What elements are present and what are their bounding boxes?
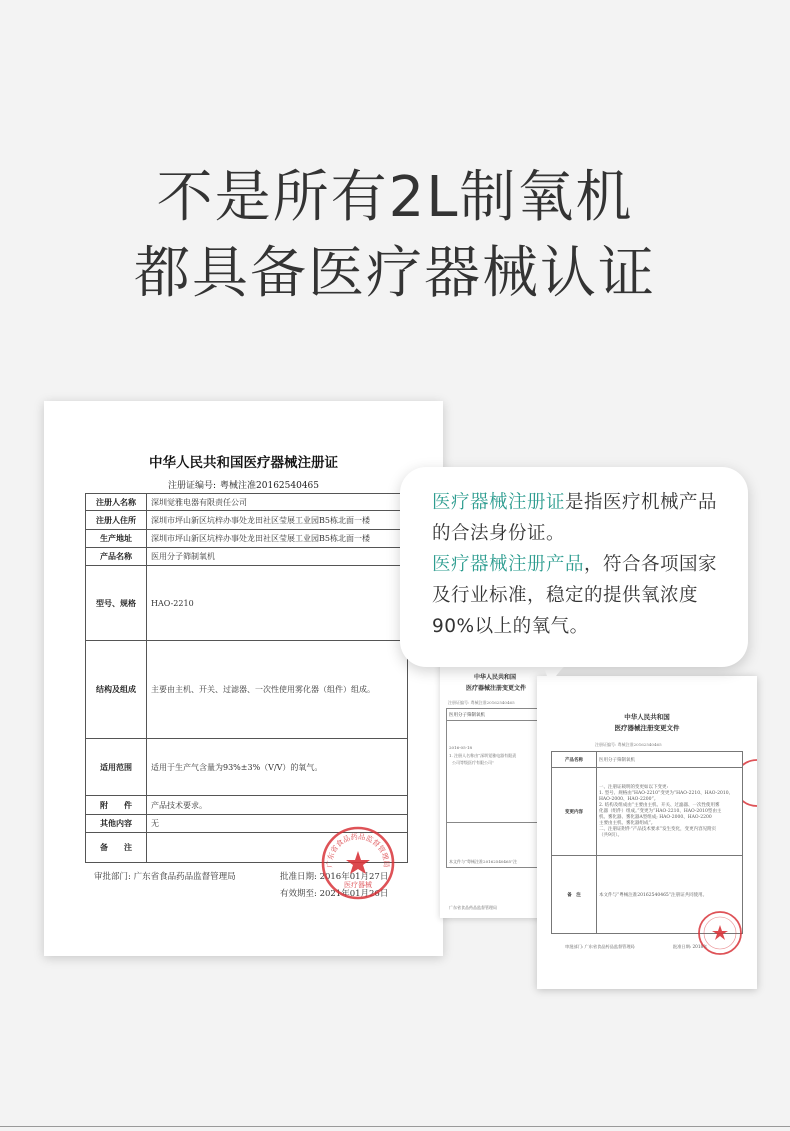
table-row — [86, 511, 408, 530]
change-line: 一、注册证载明的变更如以下变更: — [599, 784, 669, 790]
certificate-number-value: 粤械注准20162540465 — [220, 481, 320, 491]
row-value: 主要由主机、开关、过滤器、一次性使用雾化器（组件）组成。 — [147, 641, 408, 739]
valid-until-date: 有效期至: 2021年01月26日 — [280, 889, 389, 899]
change-line: 机、雾化器、雾化器A型组成; HAO-2000、HAO-2200 — [599, 814, 712, 820]
callout-paragraph-2 — [432, 549, 732, 642]
change-doc-2-table — [551, 751, 743, 934]
change-doc-2-title-1: 中华人民共和国 — [624, 713, 670, 721]
table-row — [86, 530, 408, 548]
row-label: 结构及组成 — [86, 641, 147, 739]
headline-line-1: 不是所有2L制氧机 — [156, 165, 634, 230]
row-value: 医用分子筛制氧机 — [147, 548, 408, 566]
table-row — [86, 641, 408, 739]
change-doc-2-reg-line: 注册证编号: 粤械注准20162540465 — [595, 742, 662, 747]
table-row — [552, 768, 743, 856]
change-doc-1-product: 医用分子筛制氧机 — [449, 713, 485, 718]
row-label: 型号、规格 — [86, 566, 147, 641]
certificate-number-label: 注册证编号: — [167, 481, 217, 491]
change-doc-1-note-1: 1. 注册人名称由“深圳觉雅电器有限责 — [449, 753, 517, 758]
seal-text: 广东省食品药品监督管理局 — [324, 831, 392, 868]
table-row — [552, 752, 743, 768]
row-label: 产品名称 — [86, 548, 147, 566]
row-value: 无 — [147, 815, 408, 833]
row-value: HAO-2210 — [147, 566, 408, 641]
change-line: 化器（组件）组成。”变更为“HAO-2210、HAO-2010型由主 — [599, 808, 722, 814]
row-label: 备 注 — [552, 856, 597, 934]
seal-subtext: 医疗器械 — [344, 881, 372, 889]
certificate-number — [44, 478, 443, 491]
row-label: 注册人住所 — [86, 511, 147, 530]
row-label: 附 件 — [86, 796, 147, 815]
change-line: 1. 型号、规格由“HAO-2210”变更为“HAO-2210、HAO-2010、 — [599, 790, 734, 796]
table-row — [86, 739, 408, 796]
callout-term-2: 医疗器械注册产品 — [432, 554, 585, 575]
change-doc-1-title-1: 中华人民共和国 — [474, 674, 517, 681]
change-line: 2. 结构及组成由“主要由主机、开关、过滤器、一次性使用雾 — [599, 802, 720, 808]
change-line: 二、注册证附件“产品技术要求”发生变化，变更内容见附页 — [599, 826, 717, 832]
callout-bubble — [400, 467, 748, 667]
change-doc-1-note-2: 公司等级医疗有限公司” — [452, 760, 495, 765]
change-doc-2-title-2: 医疗器械注册变更文件 — [614, 724, 680, 732]
row-label: 适用范围 — [86, 739, 147, 796]
change-doc-2-dept: 审批部门: 广东省食品药品监督管理局 — [565, 944, 635, 949]
change-document-1 — [440, 660, 548, 918]
divider — [446, 822, 546, 823]
change-doc-1-dept: 广东省食品药品监督管理局 — [449, 905, 497, 910]
row-value: 深圳市坪山新区坑梓办事处龙田社区莹展工业园B5栋北面一楼 — [147, 530, 408, 548]
table-row — [86, 796, 408, 815]
row-value: 深圳市坪山新区坑梓办事处龙田社区莹展工业园B5栋北面一楼 — [147, 511, 408, 530]
official-seal-small-icon — [697, 910, 743, 956]
callout-paragraph-1 — [432, 487, 732, 549]
bottom-divider — [0, 1126, 790, 1127]
change-content-lines — [597, 768, 743, 856]
row-value: 产品技术要求。 — [147, 796, 408, 815]
row-label: 产品名称 — [552, 752, 597, 768]
certificate-title: 中华人民共和国医疗器械注册证 — [149, 455, 338, 471]
registration-certificate — [44, 401, 443, 956]
row-value: 医用分子筛制氧机 — [597, 752, 743, 768]
row-label: 注册人名称 — [86, 494, 147, 511]
change-doc-1-table — [446, 708, 548, 868]
row-value: 本文件与“粤械注准20162540465”注册证共同使用。 — [597, 856, 743, 934]
row-value: 深圳觉雅电器有限责任公司 — [147, 494, 408, 511]
change-doc-1-footer-note: 本文件与“粤械注准20162540465”注 — [449, 859, 518, 864]
change-doc-1-title-2: 医疗器械注册变更文件 — [466, 685, 527, 692]
change-document-2 — [537, 676, 757, 989]
approval-department: 审批部门: 广东省食品药品监督管理局 — [94, 872, 236, 882]
table-row — [86, 548, 408, 566]
row-label: 生产地址 — [86, 530, 147, 548]
table-row — [86, 566, 408, 641]
approval-date: 批准日期: 2016年01月27日 — [280, 872, 389, 882]
divider — [446, 720, 546, 721]
change-doc-2-date: 批准日期: 2018年 — [673, 944, 708, 949]
headline-line-2: 都具备医疗器械认证 — [134, 241, 656, 306]
callout-text-1: 是指医疗机械产品的合法身份证。 — [432, 492, 718, 544]
callout-text-2: ，符合各项国家及行业标准，稳定的提供氧浓度90%以上的氧气。 — [432, 554, 718, 637]
change-line: （共9页）。 — [599, 832, 623, 838]
row-label: 其他内容 — [86, 815, 147, 833]
edge-seal-icon — [743, 758, 757, 808]
change-line: HAO-2000、HAO-2200”。 — [599, 796, 659, 802]
callout-term-1: 医疗器械注册证 — [432, 492, 566, 513]
change-doc-1-reg-line: 注册证编号: 粤械注准20162540465 — [448, 700, 515, 705]
table-row — [86, 494, 408, 511]
change-line: 主要由主机、雾化器组成”。 — [599, 820, 656, 826]
official-seal-icon — [320, 825, 396, 901]
row-label: 备 注 — [86, 833, 147, 863]
certificate-table — [85, 493, 408, 863]
row-label: 变更内容 — [552, 768, 597, 856]
row-value: 适用于生产气含量为93%±3%（V/V）的氧气。 — [147, 739, 408, 796]
change-doc-1-date: 2016-05-18 — [449, 745, 473, 750]
